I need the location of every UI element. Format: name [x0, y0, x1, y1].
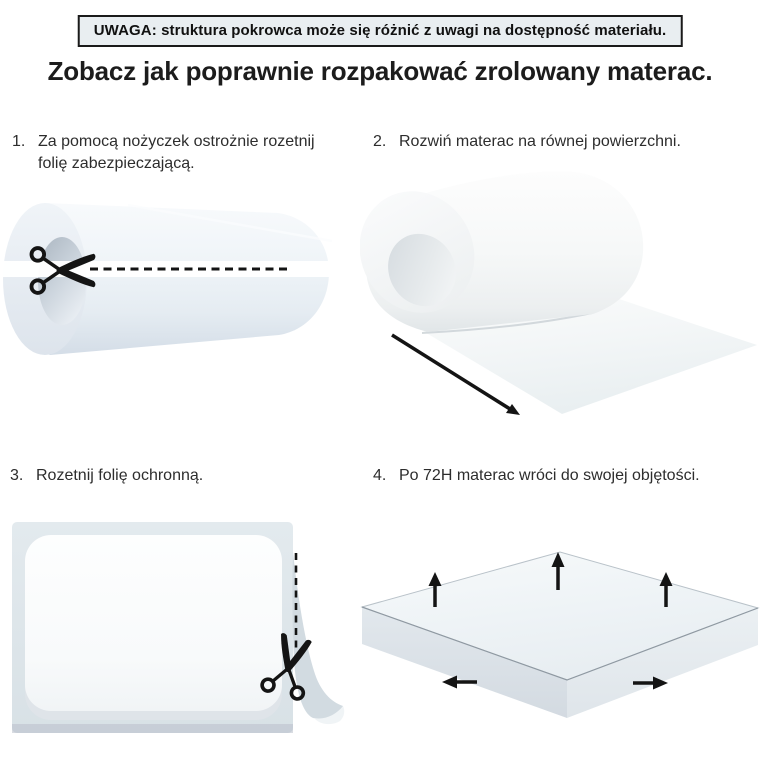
- illustration-unrolling-mattress: [360, 163, 760, 425]
- step-text: Rozetnij folię ochronną.: [36, 467, 204, 484]
- illustration-mattress-expanding: [360, 528, 760, 760]
- illustration-cutting-protective-foil: [0, 510, 345, 760]
- page-title: Zobacz jak poprawnie rozpakować zrolowany materac.: [47, 56, 713, 86]
- step-text: Po 72H materac wróci do swojej objętości.: [399, 467, 700, 484]
- step-text: Za pomocą nożyczek ostrożnie rozetnij folię zabezpieczającą.: [38, 133, 315, 172]
- step-number: 4.: [373, 467, 387, 484]
- illustration-rolled-mattress-cutting: [0, 183, 340, 398]
- foil-flap: [292, 552, 343, 719]
- step-1-label: [12, 131, 328, 174]
- step-number: 2.: [373, 133, 387, 150]
- step-3-label: [10, 465, 203, 487]
- notice-banner: [78, 15, 683, 47]
- notice-text: UWAGA: struktura pokrowca może się różnić z uwagi na dostępność materiału.: [93, 22, 667, 39]
- step-text: Rozwiń materac na równej powierzchni.: [399, 133, 681, 150]
- step-4-label: [373, 465, 700, 487]
- step-number: 3.: [10, 467, 24, 484]
- foil-bottom-shadow: [12, 724, 293, 733]
- step-number: 1.: [12, 133, 26, 150]
- mattress-top: [25, 535, 282, 711]
- step-2-label: [373, 131, 681, 153]
